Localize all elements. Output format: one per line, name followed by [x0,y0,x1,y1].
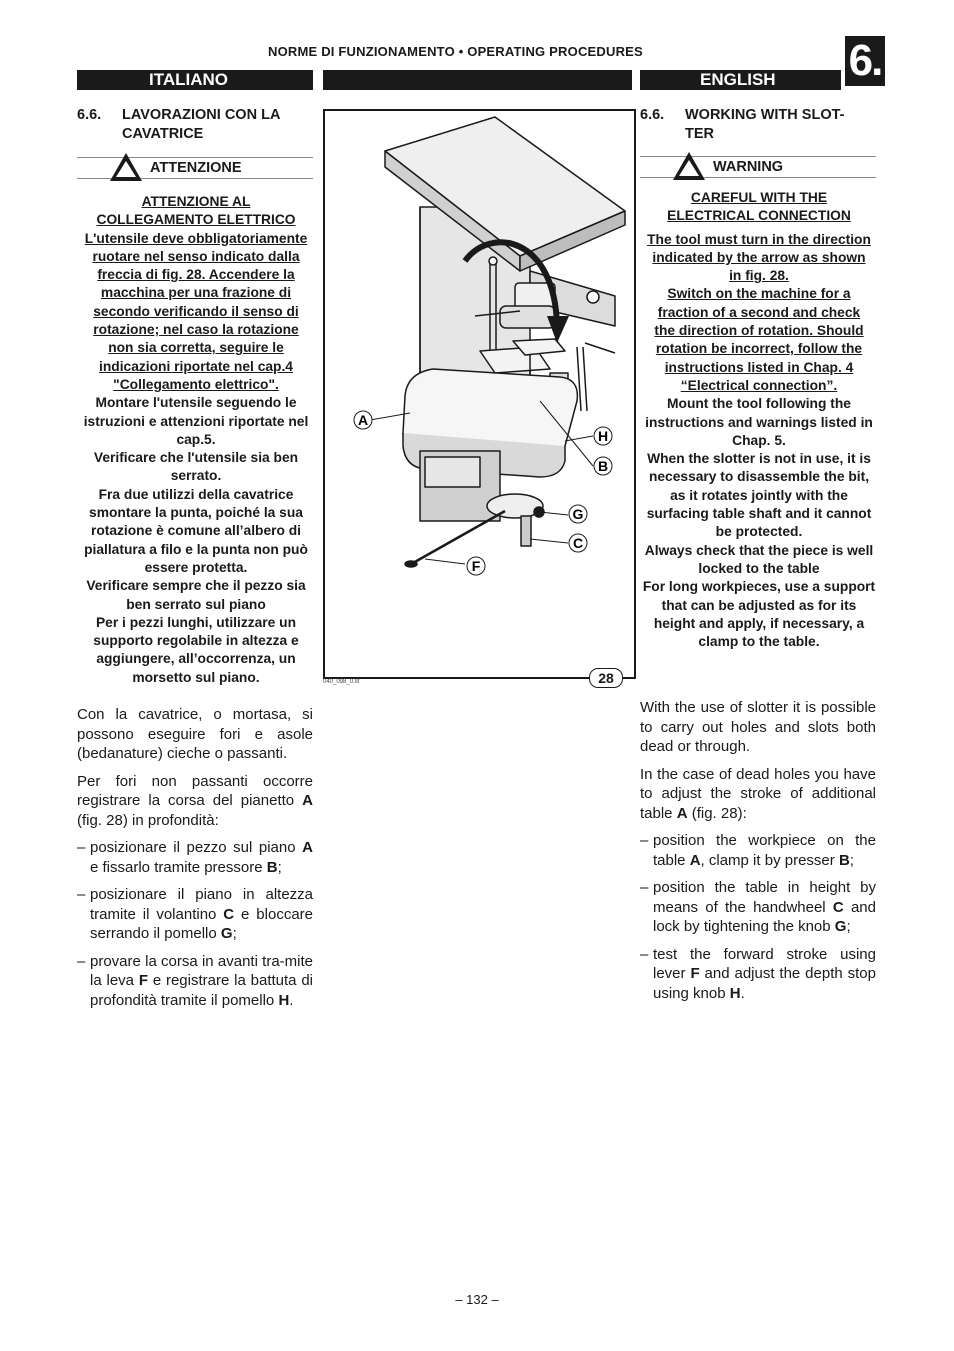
lang-bar-center [323,70,632,90]
warning-paragraph: Verificare sempre che il pezzo sia ben serrato sul piano [86,578,306,612]
warning-paragraph: Fra due utilizzi della cavatrice smontare la punta, poiché la sua rotazione è comune all’albero di piallatura a filo e la punta non può essere protetta. [84,486,308,575]
slotter-illustration [325,111,634,677]
warning-line: secondo verificando il senso di [93,303,299,319]
warning-line: instructions listed in Chap. 4 [664,359,854,375]
warning-paragraph: Montare l'utensile seguendo le istruzioni e attenzioni riportate nel cap.5. [83,395,309,447]
warning-line: rotazione; nel caso la rotazione [93,322,299,338]
callout-b: B [597,458,609,474]
warning-triangle-icon [109,152,143,182]
warning-line: L'utensile deve obbligatoriamente [84,230,308,246]
list-item: – posizionare il pezzo sul piano A e fissarlo tramite pressore B; [77,839,313,876]
warning-line: indicazioni riportate nel cap.4 [99,358,293,374]
warning-line: freccia di fig. 28. Accendere la [97,267,295,283]
warning-line: indicated by the arrow as shown [652,249,866,265]
warning-paragraph: Always check that the piece is well locked to the table [644,542,874,576]
section-number: 6.6. [77,107,102,123]
stroke-paragraph: Per fori non passanti occorre registrare la corsa del pianetto A (fig. 28) in profondità: [77,772,313,829]
section-heading-english [640,106,876,146]
warning-line: macchina per una frazione di [100,285,292,301]
warning-line: the direction of rotation. Should [654,323,864,339]
warning-line: “Electrical connection”. [680,377,838,393]
warning-line: ATTENZIONE AL [141,194,251,209]
intro-paragraph: With the use of slotter it is possible to carry out holes and slots both dead or through. [640,699,876,755]
lang-bar-italian [77,70,313,90]
warning-paragraph: When the slotter is not in use, it is necessary to disassemble the bit, as it rotates jointly with the surfacing table shaft and it cannot be protected. [646,451,872,540]
warning-box-italian [77,157,313,179]
list-item: – provare la corsa in avanti tra-mite la leva F e registrare la battuta di profondità tramite il pomello H. [77,952,313,1009]
section-title: LAVORAZIONI CON LA CAVATRICE [122,107,280,142]
intro-paragraph: Con la cavatrice, o mortasa, si possono eseguire fori e asole (bedanature) cieche o passanti. [77,706,313,762]
section-heading-italian [77,106,313,146]
figure-code: 040_098_0.tif [323,679,360,685]
warning-line: The tool must turn in the direction [647,231,871,247]
warning-line: ELECTRICAL CONNECTION [667,208,851,224]
body-text-english [640,698,876,1011]
chapter-tab: 6. [845,36,885,86]
callout-g: G [572,506,584,522]
warning-paragraph: Per i pezzi lunghi, utilizzare un supporto regolabile in altezza e aggiungere, all’occorrenza, un morsetto sul piano. [93,614,299,685]
warning-label: ATTENZIONE [150,160,242,176]
section-number: 6.6. [640,107,665,123]
header-title: NORME DI FUNZIONAMENTO • OPERATING PROCEDURES [268,44,643,59]
callout-a: A [357,412,369,428]
warning-paragraph: Verificare che l'utensile sia ben serrato. [93,450,299,484]
page-number: – 132 – [455,1292,499,1307]
warning-text-english [640,189,878,651]
warning-line: CAREFUL WITH THE [690,190,828,205]
callout-c: C [572,535,584,551]
lang-label-italian: ITALIANO [149,70,229,89]
warning-paragraph: Mount the tool following the instructions and warnings listed in Chap. 5. [645,396,873,448]
warning-label: WARNING [713,159,784,175]
lang-label-english: ENGLISH [700,70,776,89]
list-item: – position the workpiece on the table A, clamp it by presser B; [640,832,876,869]
list-item: – test the forward stroke using lever F and adjust the depth stop using knob H. [640,945,876,1002]
warning-line: Switch on the machine for a [667,286,851,302]
warning-line: in fig. 28. [729,268,789,284]
warning-line: COLLEGAMENTO ELETTRICO [96,212,296,228]
figure-number: 28 [589,668,623,688]
warning-triangle-icon [672,151,706,181]
callout-h: H [597,428,609,444]
figure-28 [323,109,636,679]
warning-paragraph: For long workpieces, use a support that can be adjusted as for its height and apply, if necessary, a clamp to the table. [642,579,876,650]
warning-line: "Collegamento elettrico". [113,376,279,392]
warning-box-english [640,156,876,178]
section-title: WORKING WITH SLOT-TER [685,107,845,142]
lang-bar-english [640,70,841,90]
list-item: – position the table in height by means of the handwheel C and lock by tightening the knob G; [640,879,876,935]
list-item: – posizionare il piano in altezza tramite il volantino C e bloccare serrando il pomello G; [77,886,314,942]
callout-f: F [471,558,481,574]
stroke-paragraph: In the case of dead holes you have to adjust the stroke of additional table A (fig. 28): [640,765,876,822]
warning-line: fraction of a second and check [657,304,861,320]
body-text-italian [77,705,313,1018]
warning-line: rotation be incorrect, follow the [655,341,863,357]
warning-text-italian [77,193,315,687]
warning-line: ruotare nel senso indicato dalla [92,248,300,264]
warning-line: non sia corretta, seguire le [108,340,284,356]
